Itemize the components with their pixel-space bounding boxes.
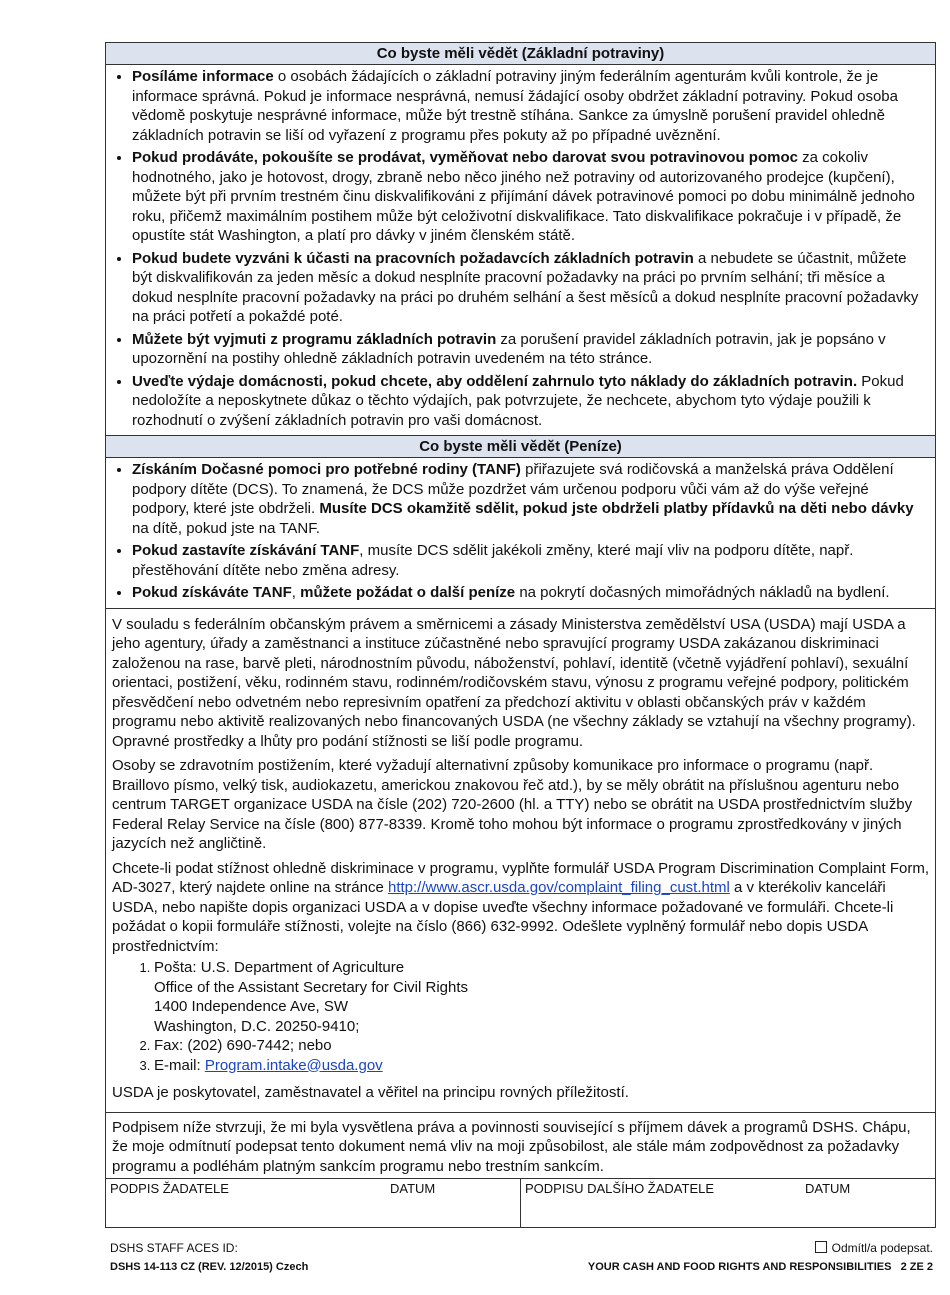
text: Chcete-li podat stížnost ohledně diskriminace v programu, vyplňte formulář USDA Program Discrimination Complaint Form, AD-3027, který najdete online na stránce [112,859,929,896]
other-applicant-signature-field[interactable] [520,1179,935,1227]
food-section-title: Co byste měli vědět (Základní potraviny) [106,43,935,65]
label: PODPISU DALŠÍHO ŽADATELE [525,1181,715,1196]
list-item [132,249,929,327]
text: Pošta: U.S. Department of Agriculture [154,959,405,976]
item-bold: Pokud zastavíte získávání TANF [132,542,360,559]
item-text: Pokud nedoložíte a neposkytnete důkaz o těchto výdajích, pak potvrzujete, že nechcete, abychom tyto výdaje použili k rozhodnutí o zvýšení základních potravin pro vaši domácnost. [132,372,904,429]
checkbox-icon[interactable] [815,1241,827,1253]
item-bold: Pokud prodáváte, pokoušíte se prodávat, vyměňovat nebo darovat svou potravinovou pomoc [132,149,798,166]
item-text: , [291,584,301,601]
paragraph [112,859,929,957]
item-text: a nebudete se účastnit, můžete být diskvalifikován za jeden měsíc a dokud nesplníte pracovní požadavky na práci po prvním selhání; tři měsíce a dokud nesplníte pracovní požadavky na práci po druhém selhání a šest měsíců a dokud nesplníte pracovní požadavky na práci potřetí a pokaždé poté. [132,249,919,325]
list-item [132,541,929,580]
list-item [154,1056,929,1076]
signature-row [106,1178,935,1227]
money-section-title: Co byste měli vědět (Peníze) [106,435,935,458]
list-item [132,460,929,538]
text: E-mail: [154,1056,205,1074]
item-text: o osobách žádajících o základní potraviny jiným federálním agenturám kvůli kontrole, že je informace správná. Pokud je informace nesprávná, nemusí žádající osoby obdržet základní potraviny. Pokud osoba vědomě poskytuje nesprávné informace, může být trestně stíhána. Sankce za úmyslně porušení pravidel ohledně základních potravin se liší od vyřazení z programu přes pokuty až po případné uvěznění. [132,68,898,144]
item-bold: Uveďte výdaje domácnosti, pokud chcete, aby oddělení zahrnulo tyto náklady do základních potravin. [132,372,858,390]
list-item [132,583,929,603]
form-title: YOUR CASH AND FOOD RIGHTS AND RESPONSIBILITIES 2 ZE 2 [587,1261,933,1273]
list-item [132,148,929,246]
list-item [154,958,929,1036]
footer [105,1240,936,1275]
label: PODPIS ŽADATELE [110,1181,229,1196]
email-link[interactable]: Program.intake@usda.gov [204,1056,383,1074]
item-bold: Pokud budete vyzváni k účasti na pracovních požadavcích základních potravin [132,249,694,267]
item-text: na dítě, pokud jste na TANF. [132,519,320,537]
text: a v kterékoliv kanceláři USDA, nebo napište dopis organizaci USDA a v dopise uveďte všechny informace požadované ve formuláři. Chcete-li požádat o kopii formuláře stížnosti, volejte na číslo (866) 632-9992. Odešlete vyplněný formulář nebo dopis USDA prostřednictvím: [112,879,894,955]
item-text: za porušení pravidel základních potravin, jak je popsáno v upozornění na postihy ohledně základních potravin uvedeném na této stránce. [132,330,886,367]
label: DATUM [390,1181,436,1196]
label: Odmítl/a podepsat. [831,1241,933,1255]
signature-statement: Podpisem níže stvrzuji, že mi byla vysvětlena práva a povinnosti související s příjmem dávek a programů DSHS. Chápu, že moje odmítnutí podepsat tento dokument nemá vliv na moji způsobilost, ale stále mám zodpovědnost za požadavky programu a podléhám platným sankcím programu nebo trestním sankcím. [106,1112,935,1179]
refused-checkbox[interactable] [815,1240,933,1256]
item-text: na pokrytí dočasných mimořádných nákladů na bydlení. [515,584,890,601]
paragraph: V souladu s federálním občanským právem a směrnicemi a zásady Ministerstva zemědělství USA (USDA) mají USDA a jeho agentury, úřady a zaměstnanci a instituce zúčastněné nebo spravující programy USDA zakázanou diskriminaci založenou na rase, barvě pleti, národnostním původu, náboženství, pohlaví, identitě (včetně vyjádření pohlaví), sexuální orientaci, postižení, věku, rodinném stavu, rodinném/rodičovském stavu, výnosu z programu veřejné podpory, politickém přesvědčení nebo odvetném nebo represivním opatření za předchozí aktivitu v oblasti občanských práv v každém programu nebo aktivitě realizovaných nebo financovaných USDA (ne všechny základy se vztahují na všechny programy). Opravné prostředky a lhůty pro podání stížnosti se liší podle programu. [112,615,916,750]
item-bold: Získáním Dočasné pomoci pro potřebné rodiny (TANF) [132,461,521,478]
item-bold: můžete požádat o další peníze [300,584,516,601]
footer-row [110,1240,933,1256]
list-item [132,67,929,145]
text: Washington, D.C. 20250-9410; [154,1017,360,1035]
list-item: 2. Fax: (202) 690-7442; nebo [154,1036,929,1056]
item-bold: Posíláme informace [132,68,274,85]
paragraph: Osoby se zdravotním postižením, které vyžadují alternativní způsoby komunikace pro informace o programu (např. Braillovo písmo, velký tisk, audiokazetu, americkou znakovou řeč atd.), by se měly obrátit na příslušnou agenturu nebo centrum TARGET organizace USDA na čísle (202) 720-2600 (hl. a TTY) nebo se obrátit na USDA prostřednictvím služby Federal Relay Service na čísle (800) 877-8339. Kromě toho mohou být informace o programu zprostředkovány v jiných jazycích než angličtině. [112,757,913,852]
item-bold: Můžete být vyjmuti z programu základních potravin [132,330,497,348]
nondiscrimination-statement [106,608,935,1112]
item-bold: Pokud získáváte TANF [132,584,292,601]
label: DATUM [805,1181,851,1196]
staff-id-label: DSHS STAFF ACES ID: [110,1241,238,1255]
form-number: DSHS 14-113 CZ (REV. 12/2015) Czech [110,1261,309,1273]
list-item [132,330,929,369]
contact-list [112,958,929,1075]
item-text: za cokoliv hodnotného, jako je hotovost, drogy, zbraně nebo něco jiného než potraviny od autorizovaného prodejce (kupčení), můžete být při prvním trestném činu diskvalifikováni z přijímání dávek potravinové pomoci po dobu minimálně jednoho roku, přičemž maximálním postihem může být celoživotní diskvalifikace. Tato diskvalifikace pokračuje i v případě, že opustíte stát Washington, a platí pro dávky v jiném členském státě. [132,149,915,244]
food-list [106,65,935,435]
item-bold: Musíte DCS okamžitě sdělit, pokud jste obdrželi platby přídavků na děti nebo dávky [319,500,914,517]
text: Office of the Assistant Secretary for Civil Rights [154,978,469,996]
text: 1400 Independence Ave, SW [154,998,349,1015]
item-text: , musíte DCS sdělit jakékoli změny, které mají vliv na podporu dítěte, např. přestěhování dítěte nebo změna adresy. [132,542,854,579]
paragraph: USDA je poskytovatel, zaměstnavatel a věřitel na principu rovných příležitostí. [112,1084,629,1101]
form-box [105,42,936,1228]
complaint-form-link[interactable]: http://www.ascr.usda.gov/complaint_filing_cust.html [388,879,730,896]
money-list [106,458,935,608]
list-item [132,372,929,431]
item-text: přiřazujete svá rodičovská a manželská práva Oddělení podpory dítěte (DCS). To znamená, že DCS může pozdržet vám určenou podporu vůči vám až do výše veřejné podpory, které jste obdrželi. [132,461,894,517]
applicant-signature-field[interactable] [106,1179,520,1227]
footer-row [110,1259,933,1275]
